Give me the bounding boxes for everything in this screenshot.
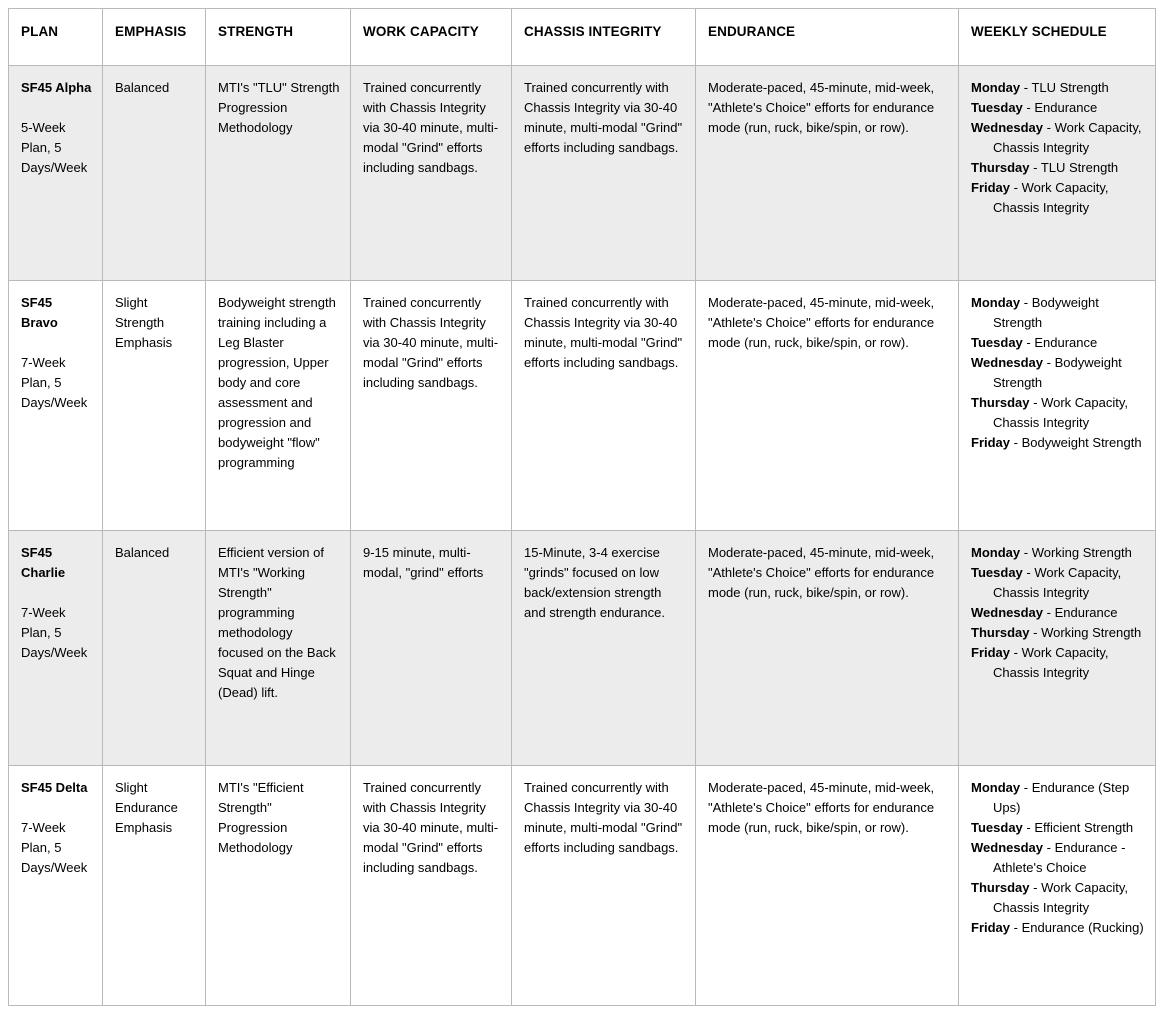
endurance-cell: Moderate-paced, 45-minute, mid-week, "Athlete's Choice" efforts for endurance mode (run, ruck, bike/spin, or row).: [696, 281, 959, 531]
column-header-endurance: ENDURANCE: [696, 9, 959, 66]
column-header-chassis-integrity: CHASSIS INTEGRITY: [512, 9, 696, 66]
schedule-separator: -: [1010, 645, 1022, 660]
schedule-day-name: Monday: [971, 295, 1021, 310]
schedule-day-activity: Working Strength: [1041, 625, 1142, 640]
schedule-day-entry: [971, 643, 1145, 683]
plan-detail: 7-Week Plan, 5 Days/Week: [21, 355, 88, 410]
plan-cell: [9, 766, 103, 1006]
plan-name: SF45 Delta: [21, 780, 88, 795]
table-header: [9, 9, 1156, 66]
schedule-day-activity: Endurance (Rucking): [1021, 920, 1144, 935]
schedule-day-entry: [971, 918, 1145, 938]
schedule-separator: -: [1010, 435, 1022, 450]
plan-name: SF45 Bravo: [21, 295, 58, 330]
strength-cell: Efficient version of MTI's "Working Strength" programming methodology focused on the Back Squat and Hinge (Dead) lift.: [206, 531, 351, 766]
schedule-separator: -: [1029, 395, 1042, 410]
plan-comparison-table: [8, 8, 1156, 1006]
schedule-day-entry: [971, 778, 1145, 818]
schedule-separator: -: [1043, 355, 1055, 370]
schedule-separator: -: [1020, 295, 1032, 310]
schedule-day-entry: [971, 393, 1145, 433]
emphasis-cell: Slight Endurance Emphasis: [103, 766, 206, 1006]
work-capacity-cell: Trained concurrently with Chassis Integrity via 30-40 minute, multi-modal "Grind" efforts including sandbags.: [351, 766, 512, 1006]
schedule-day-name: Thursday: [971, 625, 1030, 640]
strength-cell: MTI's "Efficient Strength" Progression Methodology: [206, 766, 351, 1006]
schedule-day-name: Wednesday: [971, 120, 1044, 135]
emphasis-cell: Slight Strength Emphasis: [103, 281, 206, 531]
schedule-day-name: Wednesday: [971, 355, 1044, 370]
schedule-day-activity: Bodyweight Strength: [993, 295, 1099, 330]
schedule-day-entry: [971, 118, 1145, 158]
column-header-strength: STRENGTH: [206, 9, 351, 66]
schedule-day-activity: Work Capacity, Chassis Integrity: [993, 645, 1109, 680]
schedule-day-entry: [971, 333, 1145, 353]
schedule-day-entry: [971, 878, 1145, 918]
endurance-cell: Moderate-paced, 45-minute, mid-week, "Athlete's Choice" efforts for endurance mode (run, ruck, bike/spin, or row).: [696, 66, 959, 281]
schedule-separator: -: [1020, 780, 1032, 795]
table-row: [9, 766, 1156, 1006]
weekly-schedule-cell: [959, 281, 1156, 531]
schedule-separator: -: [1029, 160, 1041, 175]
plan-cell: [9, 66, 103, 281]
endurance-cell: Moderate-paced, 45-minute, mid-week, "Athlete's Choice" efforts for endurance mode (run, ruck, bike/spin, or row).: [696, 766, 959, 1006]
schedule-day-activity: Endurance: [1034, 335, 1098, 350]
schedule-separator: -: [1022, 100, 1035, 115]
schedule-day-activity: Working Strength: [1031, 545, 1132, 560]
work-capacity-cell: Trained concurrently with Chassis Integrity via 30-40 minute, multi-modal "Grind" efforts including sandbags.: [351, 281, 512, 531]
weekly-schedule-cell: [959, 66, 1156, 281]
schedule-separator: -: [1022, 565, 1035, 580]
schedule-separator: -: [1010, 920, 1022, 935]
schedule-day-name: Friday: [971, 435, 1011, 450]
schedule-day-name: Friday: [971, 180, 1011, 195]
emphasis-cell: Balanced: [103, 531, 206, 766]
schedule-day-activity: Work Capacity, Chassis Integrity: [993, 395, 1129, 430]
work-capacity-cell: Trained concurrently with Chassis Integrity via 30-40 minute, multi-modal "Grind" efforts including sandbags.: [351, 66, 512, 281]
schedule-separator: -: [1043, 605, 1055, 620]
header-row: [9, 9, 1156, 66]
table-row: [9, 281, 1156, 531]
chassis-integrity-cell: Trained concurrently with Chassis Integrity via 30-40 minute, multi-modal "Grind" efforts including sandbags.: [512, 766, 696, 1006]
table-body: [9, 66, 1156, 1006]
schedule-day-activity: Bodyweight Strength: [993, 355, 1122, 390]
schedule-day-activity: TLU Strength: [1040, 160, 1119, 175]
schedule-separator: -: [1043, 840, 1055, 855]
schedule-separator: -: [1022, 335, 1035, 350]
schedule-day-name: Thursday: [971, 160, 1030, 175]
schedule-day-name: Friday: [971, 920, 1011, 935]
plan-detail: 7-Week Plan, 5 Days/Week: [21, 605, 88, 660]
weekly-schedule-cell: [959, 531, 1156, 766]
chassis-integrity-cell: 15-Minute, 3-4 exercise "grinds" focused on low back/extension strength and strength endurance.: [512, 531, 696, 766]
schedule-day-entry: [971, 78, 1145, 98]
schedule-day-activity: Endurance: [1034, 100, 1098, 115]
schedule-day-activity: Endurance (Step Ups): [993, 780, 1130, 815]
chassis-integrity-cell: Trained concurrently with Chassis Integrity via 30-40 minute, multi-modal "Grind" efforts including sandbags.: [512, 281, 696, 531]
schedule-separator: -: [1020, 80, 1032, 95]
weekly-schedule-cell: [959, 766, 1156, 1006]
column-header-emphasis: EMPHASIS: [103, 9, 206, 66]
schedule-day-name: Monday: [971, 545, 1021, 560]
chassis-integrity-cell: Trained concurrently with Chassis Integrity via 30-40 minute, multi-modal "Grind" efforts including sandbags.: [512, 66, 696, 281]
schedule-day-name: Tuesday: [971, 100, 1023, 115]
plan-cell: [9, 531, 103, 766]
schedule-day-name: Monday: [971, 780, 1021, 795]
schedule-separator: -: [1010, 180, 1022, 195]
schedule-day-entry: [971, 603, 1145, 623]
emphasis-cell: Balanced: [103, 66, 206, 281]
schedule-day-entry: [971, 433, 1145, 453]
schedule-day-entry: [971, 98, 1145, 118]
schedule-day-activity: Work Capacity, Chassis Integrity: [993, 880, 1129, 915]
schedule-day-activity: Endurance - Athlete's Choice: [993, 840, 1126, 875]
schedule-day-activity: Endurance: [1054, 605, 1118, 620]
table-row: [9, 531, 1156, 766]
schedule-separator: -: [1020, 545, 1032, 560]
schedule-day-name: Wednesday: [971, 605, 1044, 620]
schedule-day-name: Tuesday: [971, 820, 1023, 835]
schedule-day-entry: [971, 353, 1145, 393]
schedule-day-entry: [971, 623, 1145, 643]
schedule-day-activity: Work Capacity, Chassis Integrity: [993, 565, 1122, 600]
schedule-list: [971, 78, 1145, 218]
schedule-list: [971, 543, 1145, 683]
schedule-day-activity: Bodyweight Strength: [1021, 435, 1142, 450]
table-row: [9, 66, 1156, 281]
plan-cell: [9, 281, 103, 531]
schedule-day-name: Thursday: [971, 880, 1030, 895]
column-header-work-capacity: WORK CAPACITY: [351, 9, 512, 66]
schedule-day-activity: Efficient Strength: [1034, 820, 1134, 835]
schedule-day-entry: [971, 563, 1145, 603]
endurance-cell: Moderate-paced, 45-minute, mid-week, "Athlete's Choice" efforts for endurance mode (run, ruck, bike/spin, or row).: [696, 531, 959, 766]
column-header-plan: PLAN: [9, 9, 103, 66]
schedule-list: [971, 293, 1145, 453]
plan-name: SF45 Charlie: [21, 545, 66, 580]
strength-cell: Bodyweight strength training including a Leg Blaster progression, Upper body and core assessment and progression and bodyweight "flow" programming: [206, 281, 351, 531]
schedule-day-activity: Work Capacity, Chassis Integrity: [993, 180, 1109, 215]
schedule-day-name: Tuesday: [971, 565, 1023, 580]
column-header-weekly-schedule: WEEKLY SCHEDULE: [959, 9, 1156, 66]
schedule-separator: -: [1043, 120, 1055, 135]
strength-cell: MTI's "TLU" Strength Progression Methodology: [206, 66, 351, 281]
schedule-list: [971, 778, 1145, 938]
schedule-separator: -: [1029, 625, 1042, 640]
schedule-day-activity: Work Capacity, Chassis Integrity: [993, 120, 1142, 155]
schedule-day-entry: [971, 838, 1145, 878]
schedule-day-entry: [971, 818, 1145, 838]
schedule-day-entry: [971, 158, 1145, 178]
plan-name: SF45 Alpha: [21, 80, 92, 95]
plan-detail: 5-Week Plan, 5 Days/Week: [21, 120, 88, 175]
schedule-day-activity: TLU Strength: [1031, 80, 1109, 95]
schedule-day-name: Tuesday: [971, 335, 1023, 350]
schedule-separator: -: [1022, 820, 1035, 835]
schedule-day-name: Monday: [971, 80, 1021, 95]
schedule-day-name: Wednesday: [971, 840, 1044, 855]
schedule-day-name: Thursday: [971, 395, 1030, 410]
schedule-day-name: Friday: [971, 645, 1011, 660]
schedule-day-entry: [971, 293, 1145, 333]
schedule-day-entry: [971, 543, 1145, 563]
work-capacity-cell: 9-15 minute, multi-modal, "grind" efforts: [351, 531, 512, 766]
schedule-day-entry: [971, 178, 1145, 218]
schedule-separator: -: [1029, 880, 1042, 895]
plan-detail: 7-Week Plan, 5 Days/Week: [21, 820, 88, 875]
